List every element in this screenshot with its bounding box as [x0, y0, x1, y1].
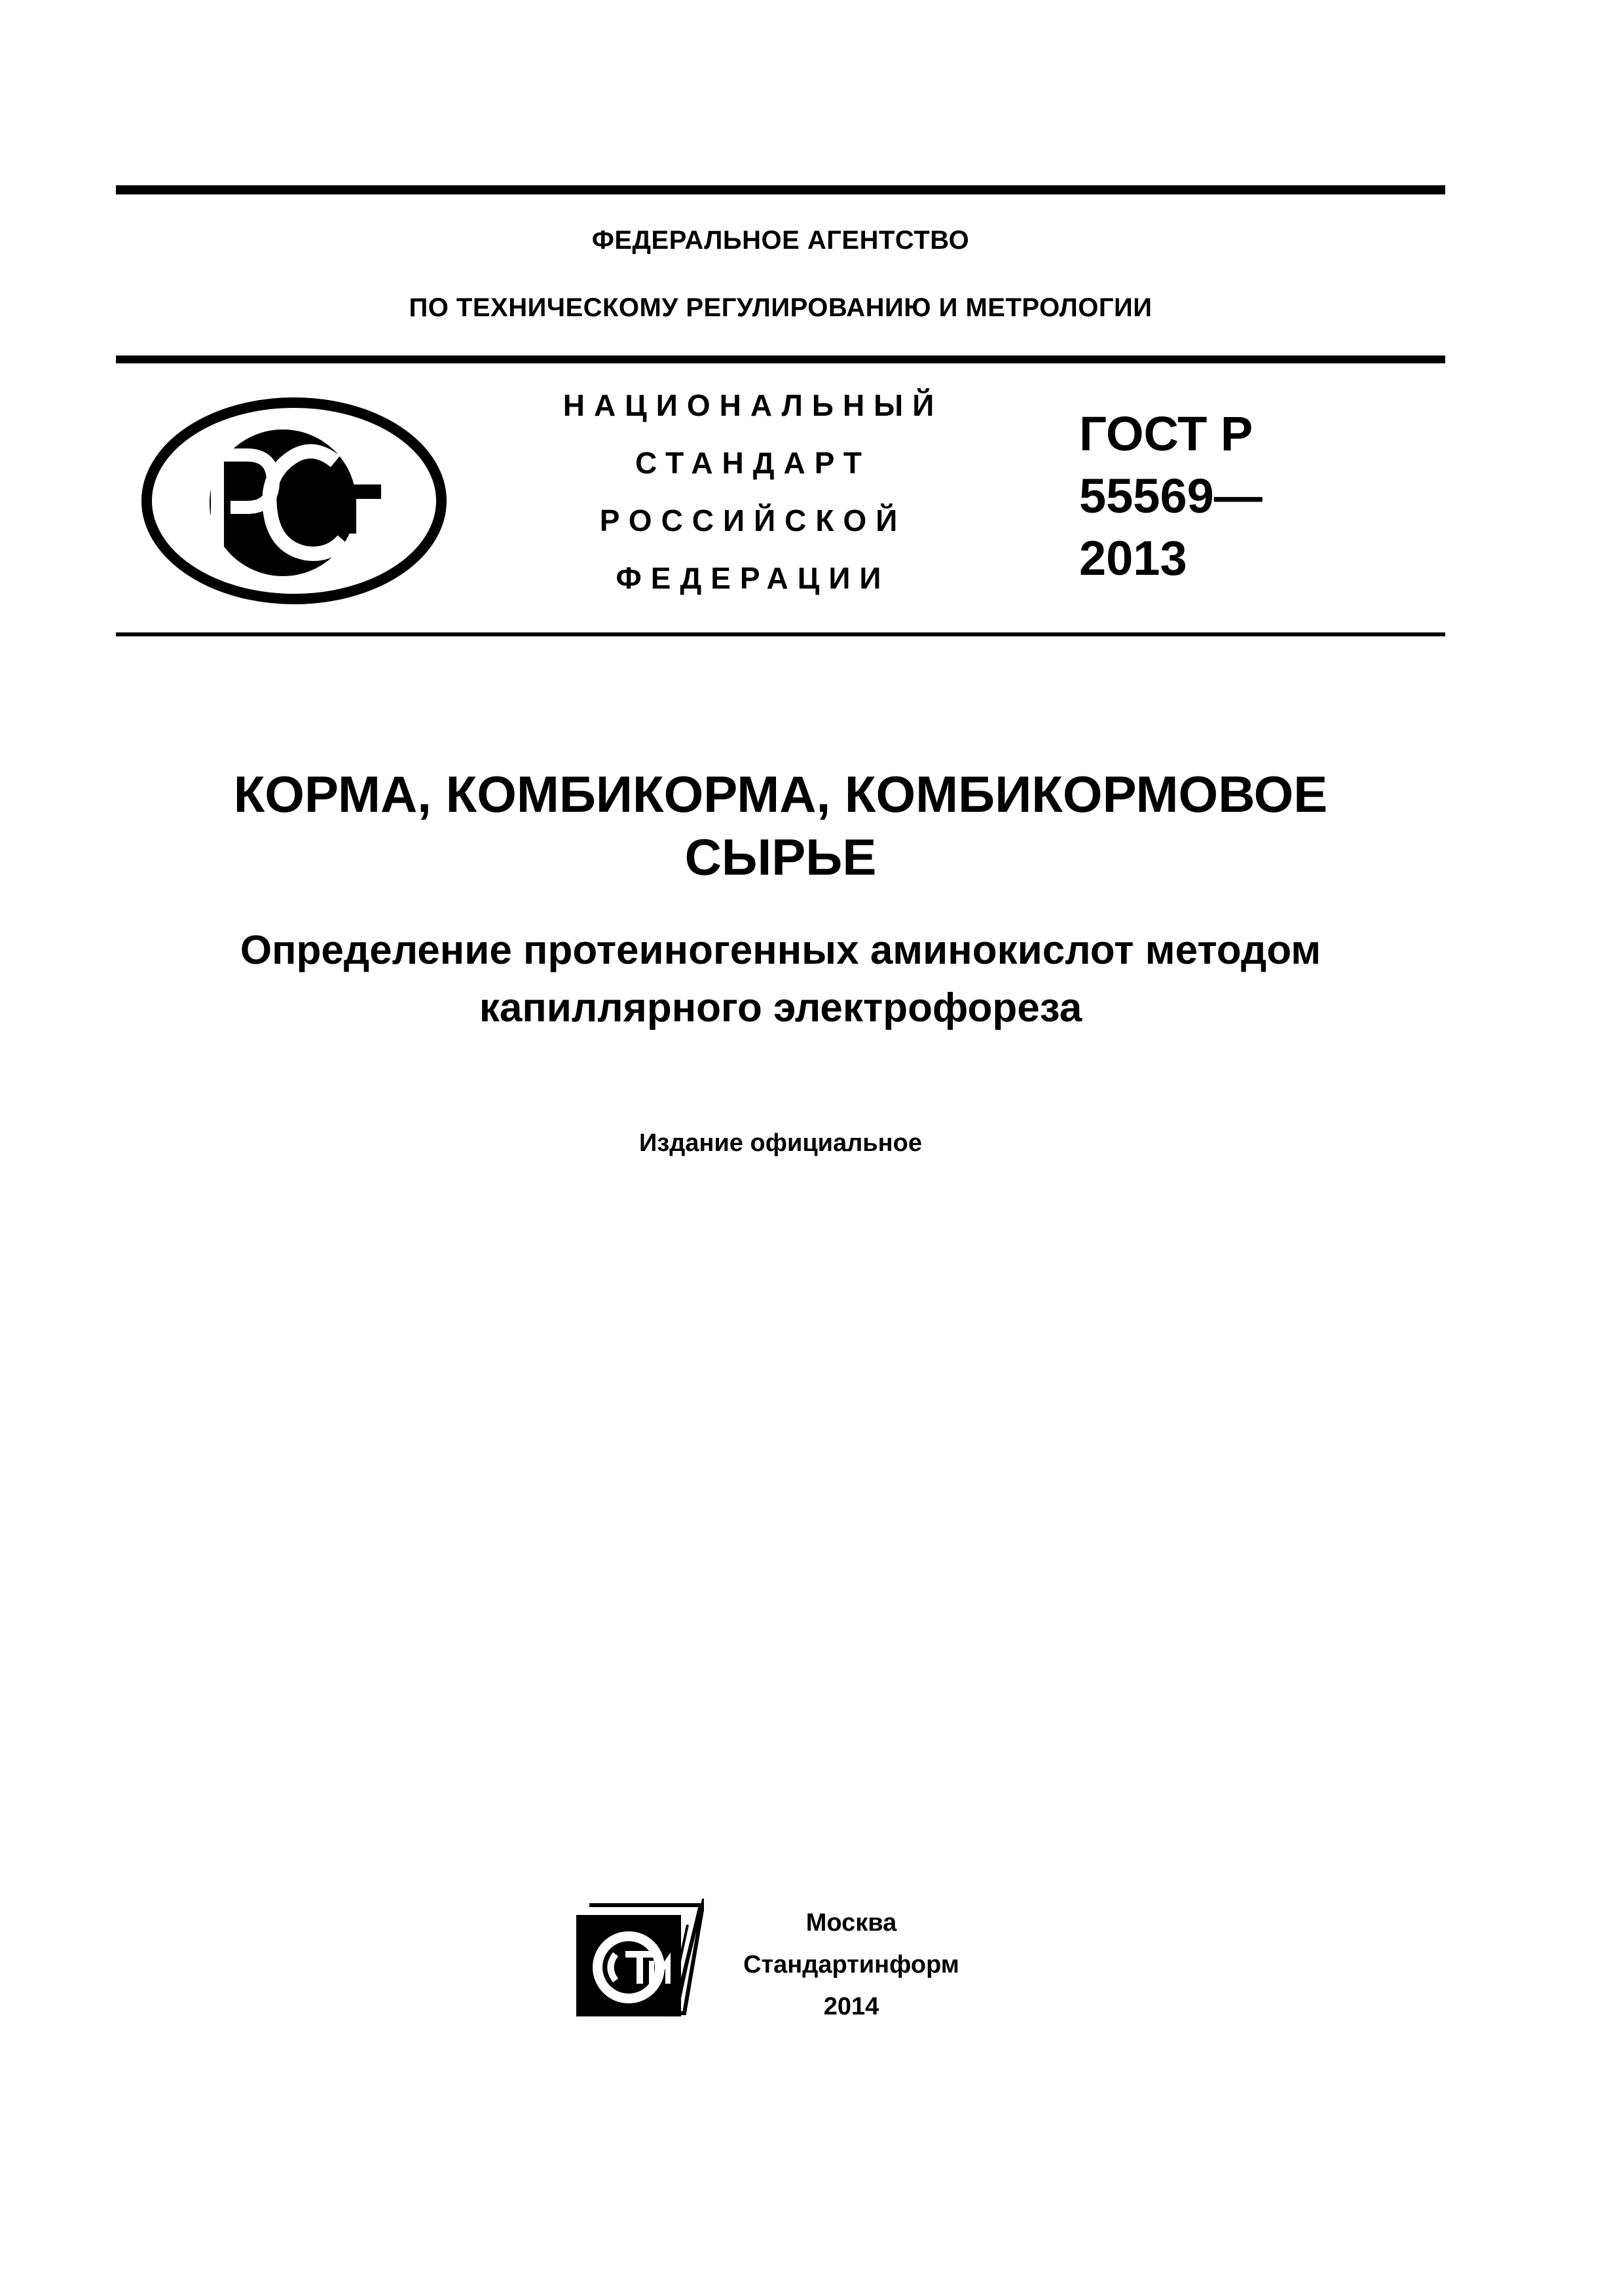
imprint	[727, 1902, 976, 2028]
standard-kind-line: СТАНДАРТ	[635, 446, 871, 480]
standard-id-line: 55569—	[1079, 469, 1263, 523]
document-subtitle-line: капиллярного электрофореза	[479, 985, 1082, 1030]
sti-logo	[576, 1899, 704, 2023]
document-title-line: КОРМА, КОМБИКОРМА, КОМБИКОРМОВОЕ	[233, 765, 1328, 823]
header-rule	[116, 355, 1445, 363]
agency-name-line1: ФЕДЕРАЛЬНОЕ АГЕНТСТВО	[591, 226, 970, 255]
rst-logo	[139, 393, 450, 609]
standard-kind-line: РОССИЙСКОЙ	[599, 503, 907, 538]
standard-kind-line: ФЕДЕРАЦИИ	[616, 561, 891, 595]
standard-kind	[517, 376, 989, 607]
imprint-year: 2014	[823, 1993, 879, 2020]
document-title	[116, 763, 1445, 888]
standard-rule	[116, 632, 1445, 636]
agency-name-line2: ПО ТЕХНИЧЕСКОМУ РЕГУЛИРОВАНИЮ И МЕТРОЛОГИИ	[409, 293, 1153, 322]
top-rule	[116, 185, 1445, 194]
document-subtitle-line: Определение протеиногенных аминокислот методом	[240, 928, 1321, 973]
document-subtitle	[116, 922, 1445, 1037]
imprint-publisher: Стандартинформ	[743, 1951, 959, 1978]
standard-id-line: 2013	[1079, 531, 1187, 585]
document-title-line: СЫРЬЕ	[684, 828, 877, 886]
standard-kind-line: НАЦИОНАЛЬНЫЙ	[563, 388, 944, 422]
edition-note: Издание официальное	[639, 1129, 922, 1157]
standard-id	[1079, 403, 1263, 589]
imprint-city: Москва	[805, 1909, 897, 1937]
standard-id-line: ГОСТ Р	[1079, 407, 1253, 461]
